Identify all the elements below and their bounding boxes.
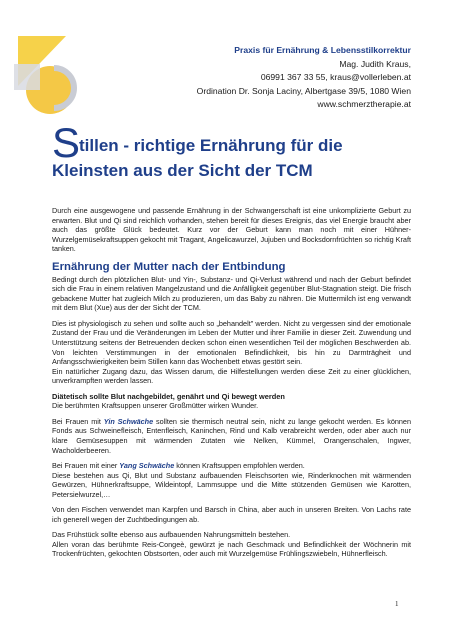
paragraph-yin	[52, 417, 411, 455]
paragraph-soups: Die berühmten Kraftsuppen unserer Großmütter wirken Wunder.	[52, 401, 259, 411]
section-heading-diet: Diätetisch sollte Blut nachgebildet, genährt und Qi bewegt werden	[52, 391, 285, 401]
yin-text: sollten sie thermisch neutral sein, nicht zu lange gekocht werden. Es können Fonds aus Schweinefleisch, Entenfleisch, Kaninchen, Rind und Kalb verabreicht werden, oder aber auch nur klare Gemüsesuppen mit wärmenden Zutaten wie Nelken, Kümmel, Orangenschalen, Ingwer, Wacholderbeeren.	[52, 416, 411, 455]
paragraph-breakfast-intro: Das Frühstück sollte ebenso aus aufbauenden Nahrungsmitteln bestehen.	[52, 530, 291, 540]
yin-intro: Bei Frauen mit	[52, 416, 104, 426]
yang-text: können Kraftsuppen empfohlen werden.	[174, 461, 305, 471]
paragraph-yang-details: Diese bestehen aus Qi, Blut und Substanz aufbauenden Fleischsorten wie, Rinderknochen mit wärmenden Gewürzen, Hühnerkraftsuppe, Wildeintopf, Lammsuppe und die Mitte stützenden Gemüsen wie Karotten, Petersielwurzel,…	[52, 470, 411, 499]
paragraph-loss: Bedingt durch den plötzlichen Blut- und Yin-, Substanz- und Qi-Verlust während und nach der Geburt befindet sich die Frau in einem relativen Mangelzustand und die Anfälligkeit gegenüber Blut-Stagnation steigt. Die frisch gebackene Mutter hat zugleich Milch zu produzieren, um das Baby zu nähren. Die Muttermilch ist eng verwandt mit dem Blut (Xue) aus der der Sicht der TCM.	[52, 274, 411, 313]
section-heading-mother: Ernährung der Mutter nach der Entbindung	[52, 260, 286, 273]
paragraph-physiology: Dies ist physiologisch zu sehen und sollte auch so „behandelt" werden. Nicht zu vergessen sind der emotionale Zustand der Frau und die Veränderungen im Leben der Mutter und ihrer Familie in dieser Zeit. Zuwendung und Unterstützung seitens der Betreuenden decken schon einen wesentlichen Teil der möglichen Beschwerden ab. Von leichten Verstimmungen in der emotionalen Befindlichkeit, bis hin zu Darmträgheit und Anfangsschwierigkeiten beim Stillen kann das Wochenbett etwas gestört sein.	[52, 318, 411, 367]
page-number: 1	[395, 600, 399, 608]
intro-paragraph: Durch eine ausgewogene und passende Ernährung in der Schwangerschaft ist eine unkomplizierte Geburt zu erwarten. Blut und Qi sind reichlich vorhanden, stehen bereit für dieses Ereignis, das viel Energie braucht aber auch das größte Glück bedeutet. Kurz vor der Geburt kann man noch mit einer Hühner-Wurzelgemüsekraftsuppen gekocht mit Tragant, Angelicawurzel, Jujuben und Bocksdornfrüchten so richtig Kraft tanken.	[52, 206, 411, 254]
website-line: www.schmerztherapie.at	[317, 99, 411, 110]
paragraph-yang	[52, 461, 411, 471]
contact-line: 06991 367 33 55, kraus@vollerleben.at	[260, 72, 411, 83]
document-title	[52, 119, 412, 182]
title-line-1	[52, 119, 412, 166]
paragraph-natural-access: Ein natürlicher Zugang dazu, das Wissen darum, die Hilfestellungen werden diese Zeit zu einer glücklichen, unverkrampften werden lassen.	[52, 366, 411, 386]
paragraph-fish: Von den Fischen verwendet man Karpfen und Barsch in China, aber auch in unseren Breiten. Von Lachs rate ich generell wegen der Zuchtbedingungen ab.	[52, 505, 411, 524]
paragraph-breakfast-congee: Allen voran das berühmte Reis-Congeè, gewürzt je nach Geschmack und Befindlichkeit der Wöchnerin mit Trockenfrüchten, gekochten Obstsorten, oder auch mit Wurzelgemüse Frühlingszwiebeln, Hühnerfleisch.	[52, 539, 411, 559]
document-body	[52, 206, 411, 565]
practice-header	[197, 44, 411, 112]
yang-intro: Bei Frauen mit einer	[52, 461, 120, 471]
title-line-2: Kleinsten aus der Sicht der TCM	[52, 161, 313, 180]
practice-logo	[10, 28, 82, 118]
logo-square	[14, 64, 40, 90]
yang-term: Yang Schwäche	[119, 461, 175, 471]
yin-term: Yin Schwäche	[103, 416, 154, 426]
practice-name: Praxis für Ernährung & Lebensstilkorrektur	[234, 45, 411, 55]
title-line-1-text: tillen - richtige Ernährung für die	[79, 136, 343, 155]
author-name: Mag. Judith Kraus,	[339, 58, 411, 69]
address-line: Ordination Dr. Sonja Laciny, Albertgase 39/5, 1080 Wien	[196, 85, 411, 96]
title-initial: S	[52, 119, 80, 166]
